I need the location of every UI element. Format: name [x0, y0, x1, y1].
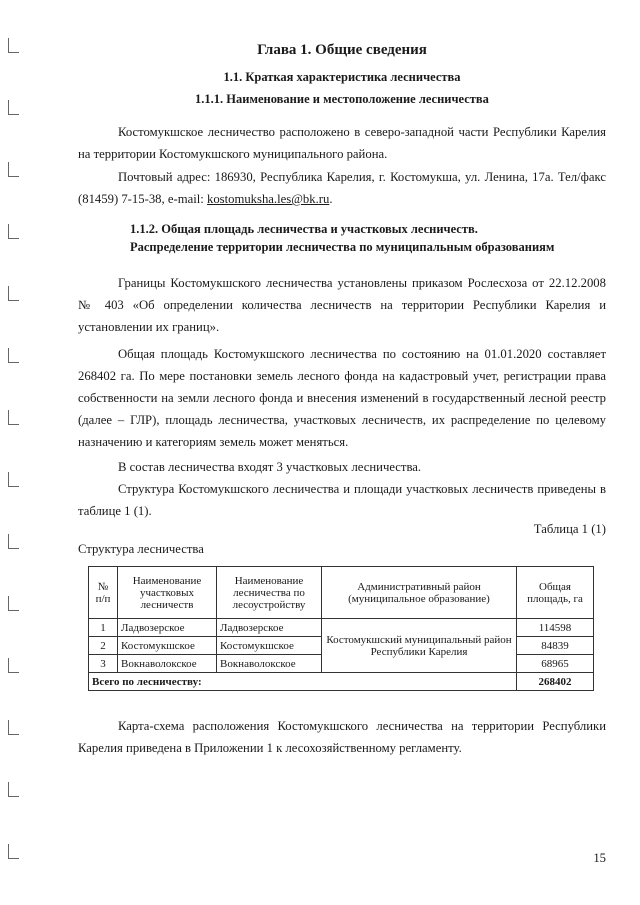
- paragraph-address: [78, 166, 606, 210]
- document-page: [78, 0, 606, 905]
- admin-district-cell: Костомукшский муниципальный район Республики Карелия: [322, 619, 517, 673]
- binding-mark: [8, 162, 19, 177]
- paragraph-structure: Структура Костомукшского лесничества и площади участковых лесничеств приведены в таблице 1 (1).: [78, 482, 606, 518]
- address-tail: .: [329, 192, 333, 206]
- structure-table: [88, 566, 594, 691]
- header-num: № п/п: [89, 567, 118, 619]
- table-caption: Структура лесничества: [78, 542, 204, 556]
- table-row: [89, 619, 594, 637]
- paragraph-area: Общая площадь Костомукшского лесничества по состоянию на 01.01.2020 составляет 268402 га. По мере постановки земель лесного фонда на кадастровый учет, регистрации права собственности на земли лесного фонда и внесения изменений в государственный лесной реестр (далее – ГЛР), площадь лесничества, участковых лесничеств, их распределение по целевому назначению и категориям земель может меняться.: [78, 347, 606, 449]
- header-admin-district: Административный район (муниципальное образование): [322, 567, 517, 619]
- table-label: Таблица 1 (1): [533, 522, 606, 536]
- total-label: Всего по лесничеству:: [89, 673, 517, 691]
- row-num: 2: [89, 637, 118, 655]
- binding-mark: [8, 100, 19, 115]
- section-heading-1-1-2: 1.1.2. Общая площадь лесничества и участковых лесничеств.: [130, 222, 478, 236]
- paragraph-borders: Границы Костомукшского лесничества установлены приказом Рослесхоза от 22.12.2008 № 403 «Об определении количества лесничеств на территории Республики Карелия и установлении их границ».: [78, 276, 606, 334]
- table-total-row: [89, 673, 594, 691]
- binding-margin: [0, 0, 40, 905]
- chapter-title: Глава 1. Общие сведения: [257, 42, 427, 58]
- binding-mark: [8, 782, 19, 797]
- total-value: 268402: [517, 673, 594, 691]
- binding-mark: [8, 38, 19, 53]
- paragraph-count: В состав лесничества входят 3 участковых лесничества.: [118, 460, 422, 474]
- row-district: Вокнаволокское: [118, 655, 217, 673]
- address-text: Почтовый адрес: 186930, Республика Карелия, г. Костомукша, ул. Ленина, 17а. Тел/факс (81459) 7-15-38, e-mail:: [78, 170, 606, 206]
- binding-mark: [8, 472, 19, 487]
- binding-mark: [8, 720, 19, 735]
- row-inventory: Вокнаволокское: [217, 655, 322, 673]
- header-inventory-name: Наименование лесничества по лесоустройству: [217, 567, 322, 619]
- binding-mark: [8, 658, 19, 673]
- binding-mark: [8, 224, 19, 239]
- binding-mark: [8, 534, 19, 549]
- row-district: Костомукшское: [118, 637, 217, 655]
- page-number: 15: [593, 851, 606, 865]
- section-heading-1-1-1: 1.1.1. Наименование и местоположение лесничества: [195, 92, 489, 106]
- table-header-row: [89, 567, 594, 619]
- row-area: 114598: [517, 619, 594, 637]
- row-area: 84839: [517, 637, 594, 655]
- email-link[interactable]: kostomuksha.les@bk.ru: [206, 192, 330, 206]
- header-district-name: Наименование участковых лесничеств: [118, 567, 217, 619]
- binding-mark: [8, 286, 19, 301]
- binding-mark: [8, 844, 19, 859]
- header-area: Общая площадь, га: [517, 567, 594, 619]
- section-heading-1-1: 1.1. Краткая характеристика лесничества: [223, 70, 461, 84]
- binding-mark: [8, 348, 19, 363]
- row-area: 68965: [517, 655, 594, 673]
- row-num: 1: [89, 619, 118, 637]
- row-num: 3: [89, 655, 118, 673]
- row-district: Ладвозерское: [118, 619, 217, 637]
- paragraph-map: Карта-схема расположения Костомукшского лесничества на территории Республики Карелия приведена в Приложении 1 к лесохозяйственному регламенту.: [78, 719, 606, 755]
- row-inventory: Ладвозерское: [217, 619, 322, 637]
- binding-mark: [8, 596, 19, 611]
- binding-mark: [8, 410, 19, 425]
- section-heading-1-1-2-subtitle: Распределение территории лесничества по муниципальным образованиям: [130, 240, 555, 254]
- row-inventory: Костомукшское: [217, 637, 322, 655]
- paragraph-location: Костомукшское лесничество расположено в северо-западной части Республики Карелия на территории Костомукшского муниципального района.: [78, 125, 606, 161]
